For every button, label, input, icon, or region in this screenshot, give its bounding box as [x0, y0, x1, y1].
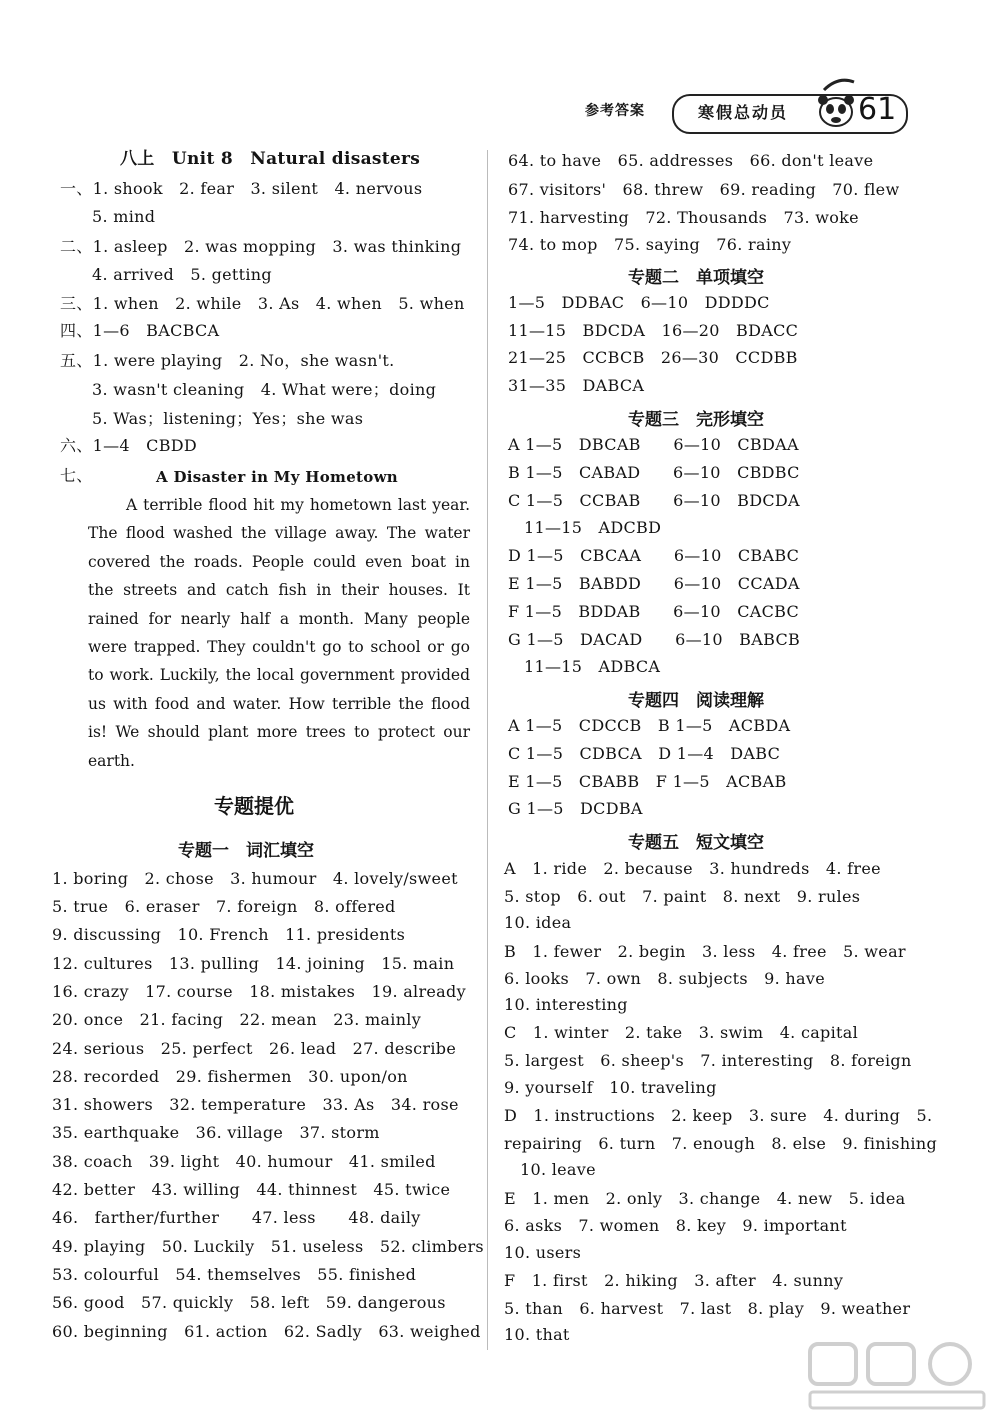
answer-line: F 1—5 BDDAB 6—10 CACBC: [508, 602, 800, 621]
vocab-line: 9. discussing 10. French 11. presidents: [52, 925, 406, 944]
vocab-line: 46. farther/further 47. less 48. daily: [52, 1208, 421, 1227]
answer-line: 三、1. when 2. while 3. As 4. when 5. when: [60, 294, 465, 313]
essay-marker: 七、: [60, 466, 93, 485]
answer-line: A 1—5 CDCCB B 1—5 ACBDA: [508, 716, 791, 735]
vocab-line: 71. harvesting 72. Thousands 73. woke: [508, 208, 859, 227]
answer-line: 10. users: [504, 1243, 582, 1262]
answer-line: 10. that: [504, 1325, 570, 1344]
answer-line: 1—5 DDBAC 6—10 DDDDC: [508, 293, 770, 312]
answer-line: 5. than 6. harvest 7. last 8. play 9. weather: [504, 1299, 911, 1318]
vocab-line: 31. showers 32. temperature 33. As 34. rose: [52, 1095, 459, 1114]
answer-line: 11—15 ADBCA: [524, 657, 661, 676]
answer-line: 31—35 DABCA: [508, 376, 645, 395]
vocab-line: 20. once 21. facing 22. mean 23. mainly: [52, 1010, 422, 1029]
answer-line: 10. interesting: [504, 995, 628, 1014]
answer-line: 六、1—4 CBDD: [60, 436, 198, 455]
answer-line: 10. leave: [520, 1160, 596, 1179]
answer-line: D 1—5 CBCAA 6—10 CBABC: [508, 546, 800, 565]
answer-line: 二、1. asleep 2. was mopping 3. was thinking: [60, 237, 462, 256]
answer-line: 11—15 ADCBD: [524, 518, 662, 537]
vocab-line: 53. colourful 54. themselves 55. finished: [52, 1265, 417, 1284]
vocab-line: 35. earthquake 36. village 37. storm: [52, 1123, 380, 1142]
topic4-heading: 专题四 阅读理解: [628, 691, 764, 711]
answer-line: 10. idea: [504, 913, 572, 932]
answer-line: G 1—5 DCDBA: [508, 799, 643, 818]
topic5-heading: 专题五 短文填空: [628, 833, 764, 853]
answer-line: E 1—5 CBABB F 1—5 ACBAB: [508, 772, 787, 791]
panda-icon: [814, 76, 860, 132]
answer-line: 五、1. were playing 2. No，she wasn't.: [60, 351, 395, 370]
answer-line: E 1—5 BABDD 6—10 CCADA: [508, 574, 800, 593]
vocab-line: 56. good 57. quickly 58. left 59. dangerous: [52, 1293, 446, 1312]
answer-line: 四、1—6 BACBCA: [60, 321, 220, 340]
answer-line: C 1. winter 2. take 3. swim 4. capital: [504, 1023, 858, 1042]
answer-line: D 1. instructions 2. keep 3. sure 4. during 5.: [504, 1106, 933, 1125]
header-label: 参考答案: [585, 103, 645, 119]
vocab-line: 12. cultures 13. pulling 14. joining 15. main: [52, 954, 455, 973]
answer-line: A 1. ride 2. because 3. hundreds 4. free: [504, 859, 881, 878]
vocab-line: 74. to mop 75. saying 76. rainy: [508, 235, 792, 254]
essay-paragraph: A terrible flood hit my hometown last year. The flood washed the village away. The water covered the roads. People could even boat in the streets and catch fish in their houses. It rained for nearly half a month. Many people were trapped. They couldn't go to school or go to work. Luckily, the local government provided us with food and water. How terrible the flood is! We should plant more trees to protect our earth.: [88, 496, 470, 770]
answer-line: A 1—5 DBCAB 6—10 CBDAA: [508, 435, 799, 454]
answer-line: 5. stop 6. out 7. paint 8. next 9. rules: [504, 887, 861, 906]
vocab-line: 67. visitors' 68. threw 69. reading 70. flew: [508, 180, 900, 199]
answer-line: B 1. fewer 2. begin 3. less 4. free 5. wear: [504, 942, 906, 961]
answer-line: F 1. first 2. hiking 3. after 4. sunny: [504, 1271, 844, 1290]
answer-line: 9. yourself 10. traveling: [504, 1078, 717, 1097]
vocab-line: 64. to have 65. addresses 66. don't leave: [508, 151, 874, 170]
unit-title: 八上 Unit 8 Natural disasters: [120, 149, 421, 169]
answer-line: 11—15 BDCDA 16—20 BDACC: [508, 321, 799, 340]
special-heading: 专题提优: [214, 794, 294, 818]
answer-line: C 1—5 CCBAB 6—10 BDCDA: [508, 491, 800, 510]
answer-line: 6. looks 7. own 8. subjects 9. have: [504, 969, 825, 988]
answer-line: C 1—5 CDBCA D 1—4 DABC: [508, 744, 781, 763]
answer-line: E 1. men 2. only 3. change 4. new 5. idea: [504, 1189, 906, 1208]
watermark-logo: [802, 1340, 992, 1412]
vocab-line: 42. better 43. willing 44. thinnest 45. twice: [52, 1180, 451, 1199]
answer-line: 5. mind: [92, 207, 156, 226]
answer-line: 一、1. shook 2. fear 3. silent 4. nervous: [60, 179, 423, 198]
essay-title: A Disaster in My Hometown: [156, 468, 398, 486]
vocab-line: 1. boring 2. chose 3. humour 4. lovely/sweet: [52, 869, 458, 888]
vocab-line: 49. playing 50. Luckily 51. useless 52. climbers: [52, 1237, 484, 1256]
column-divider: [487, 150, 488, 1350]
topic3-heading: 专题三 完形填空: [628, 410, 764, 430]
topic2-heading: 专题二 单项填空: [628, 268, 764, 288]
essay-body: [88, 491, 470, 775]
answer-line: repairing 6. turn 7. enough 8. else 9. finishing: [504, 1134, 937, 1153]
vocab-line: 24. serious 25. perfect 26. lead 27. describe: [52, 1039, 457, 1058]
answer-line: 21—25 CCBCB 26—30 CCDBB: [508, 348, 798, 367]
vocab-line: 5. true 6. eraser 7. foreign 8. offered: [52, 897, 396, 916]
vocab-line: 60. beginning 61. action 62. Sadly 63. weighed: [52, 1322, 481, 1341]
vocab-line: 16. crazy 17. course 18. mistakes 19. already: [52, 982, 466, 1001]
vocab-line: 38. coach 39. light 40. humour 41. smiled: [52, 1152, 436, 1171]
answer-line: B 1—5 CABAD 6—10 CBDBC: [508, 463, 800, 482]
page-number: 61: [858, 92, 897, 127]
answer-line: 5. largest 6. sheep's 7. interesting 8. foreign: [504, 1051, 912, 1070]
topic1-heading: 专题一 词汇填空: [178, 841, 314, 861]
vocab-line: 28. recorded 29. fishermen 30. upon/on: [52, 1067, 408, 1086]
answer-line: 6. asks 7. women 8. key 9. important: [504, 1216, 847, 1235]
answer-line: G 1—5 DACAD 6—10 BABCB: [508, 630, 801, 649]
header-title: 寒假总动员: [698, 103, 789, 122]
answer-line: 5. Was；listening；Yes；she was: [92, 409, 364, 428]
answer-line: 4. arrived 5. getting: [92, 265, 272, 284]
answer-line: 3. wasn't cleaning 4. What were；doing: [92, 380, 437, 399]
